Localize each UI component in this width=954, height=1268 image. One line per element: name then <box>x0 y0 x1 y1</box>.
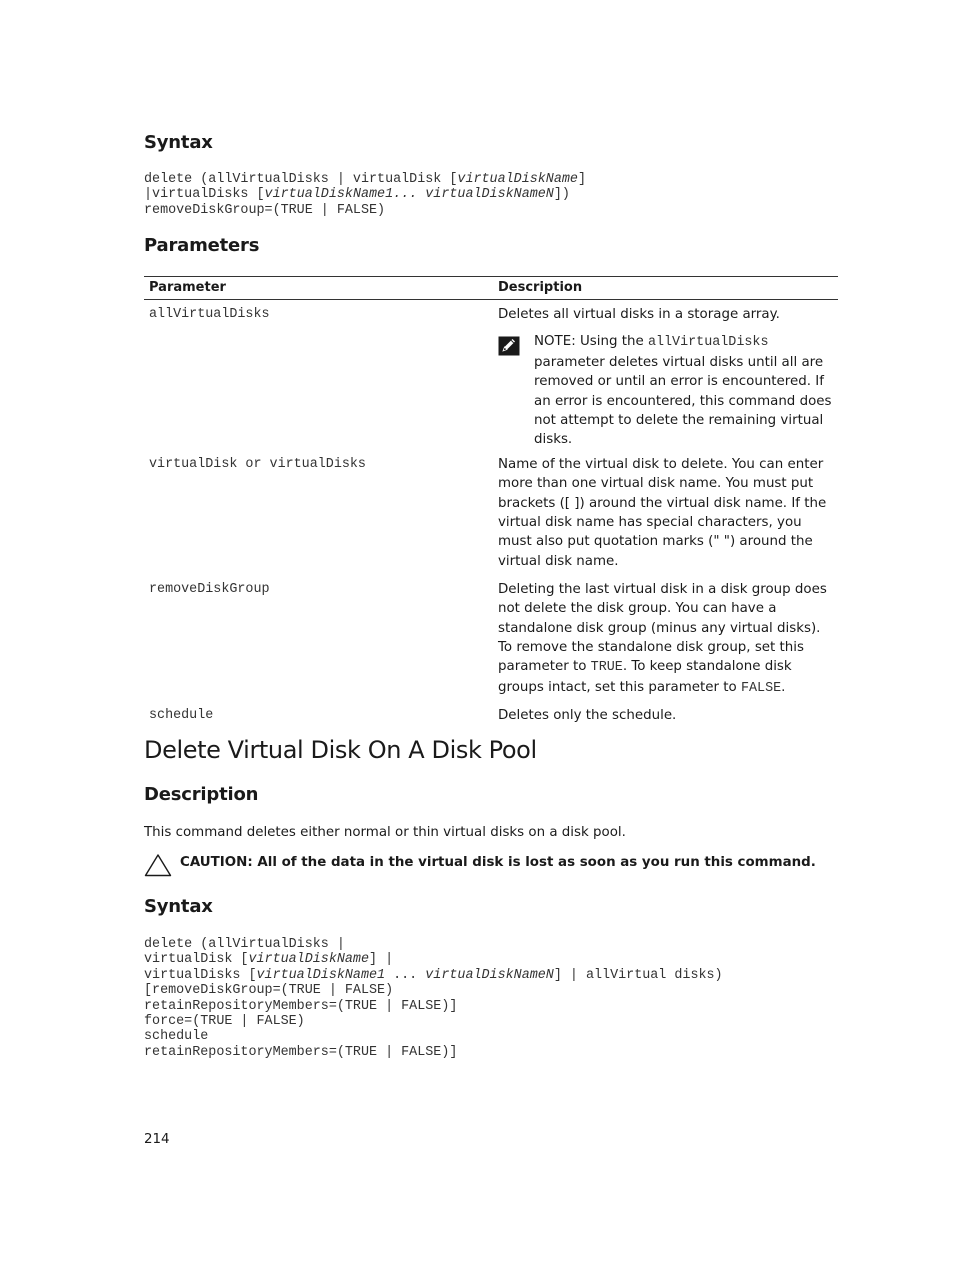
caution-text: CAUTION: All of the data in the virtual disk is lost as soon as you run this command. <box>180 855 816 870</box>
text-run: Using the <box>575 334 648 350</box>
text-run: retainRepositoryMembers=(TRUE | FALSE)] <box>144 998 458 1014</box>
text-run: [removeDiskGroup=(TRUE | FALSE) <box>144 983 394 999</box>
parameter-name: virtualDisk or virtualDisks <box>149 456 366 472</box>
description-text <box>498 305 836 324</box>
text-run: virtualDisk [ <box>144 952 249 968</box>
code-line <box>144 1014 305 1029</box>
note-box <box>498 332 836 449</box>
text-run: ] <box>577 172 586 187</box>
text-run: removeDiskGroup=(TRUE | FALSE) <box>144 202 386 218</box>
table-row <box>144 300 838 450</box>
syntax-heading: Syntax <box>144 132 213 153</box>
inline-code: FALSE <box>740 680 782 696</box>
text-run: . <box>781 679 786 695</box>
text-run: ] | <box>369 952 394 968</box>
italic-placeholder: virtualDiskName <box>457 172 578 187</box>
text-run: Deleting the last virtual disk in a disk group does not delete the disk group. You can have a standalone disk group (minus any virtual disks). To remove the standalone disk group, set this parameter to <box>498 581 827 675</box>
text-run: Deletes only the schedule. <box>498 707 677 723</box>
parameter-description <box>493 575 838 701</box>
parameter-description <box>493 450 838 575</box>
text-run: delete (allVirtualDisks | <box>144 937 345 952</box>
text-run: Name of the virtual disk to delete. You can enter more than one virtual disk name. You must put brackets ([ ]) around the virtual disk name. If the virtual disk name has special characters, you must also put quotation marks (" ") around the virtual disk name. <box>498 456 827 569</box>
section-title: Delete Virtual Disk On A Disk Pool <box>144 736 537 764</box>
code-line <box>144 952 393 967</box>
description-heading: Description <box>144 784 259 805</box>
text-run: force=(TRUE | FALSE) <box>144 1014 305 1030</box>
code-line <box>144 999 457 1014</box>
note-body <box>534 334 831 447</box>
parameter-name: allVirtualDisks <box>149 307 270 322</box>
code-line <box>144 937 345 952</box>
table-row <box>144 575 838 701</box>
text-run: ] | allVirtual disks) <box>553 967 723 983</box>
table-row <box>144 701 838 725</box>
column-header-description: Description <box>493 277 838 300</box>
note-text <box>534 332 836 449</box>
table-header-row <box>144 277 838 300</box>
text-run: retainRepositoryMembers=(TRUE | FALSE)] <box>144 1044 458 1060</box>
parameter-description <box>493 300 838 450</box>
page-number: 214 <box>144 1132 170 1147</box>
code-line <box>144 203 385 218</box>
code-line <box>144 1045 457 1060</box>
code-line <box>144 983 393 998</box>
text-run: parameter deletes virtual disks until all are removed or until an error is encountered. If an error is encountered, this command does not attempt to delete the remaining virtual disks. <box>534 354 832 448</box>
text-run: schedule <box>144 1029 209 1045</box>
description-paragraph: This command deletes either normal or thin virtual disks on a disk pool. <box>144 825 626 840</box>
code-line <box>144 187 570 202</box>
parameter-name: removeDiskGroup <box>149 581 270 597</box>
italic-placeholder: virtualDiskName1... virtualDiskNameN <box>264 187 554 203</box>
note-label: NOTE: <box>534 334 576 350</box>
syntax-code-block-2 <box>144 937 723 1060</box>
code-line <box>144 172 586 187</box>
italic-placeholder: virtualDiskName1 <box>256 967 386 983</box>
text-run: ... <box>385 967 426 983</box>
text-run: Deletes all virtual disks in a storage array. <box>498 307 780 322</box>
text-run: virtualDisks [ <box>144 967 257 983</box>
parameters-table <box>144 276 838 725</box>
text-run: ]) <box>553 187 570 203</box>
text-run: . To keep standalone disk groups intact, set this parameter to <box>498 659 792 695</box>
code-line <box>144 1029 208 1044</box>
syntax-heading-2: Syntax <box>144 896 213 917</box>
syntax-code-block <box>144 172 586 218</box>
document-page <box>144 0 838 1268</box>
parameter-name: schedule <box>149 707 214 723</box>
parameters-heading: Parameters <box>144 235 260 256</box>
inline-code: allVirtualDisks <box>647 335 769 351</box>
parameter-description <box>493 701 838 725</box>
italic-placeholder: virtualDiskName <box>248 952 370 968</box>
text-run: delete (allVirtualDisks | virtualDisk [ <box>144 172 458 187</box>
caution-box <box>144 853 816 881</box>
pencil-note-icon <box>498 332 534 449</box>
italic-placeholder: virtualDiskNameN <box>425 967 554 983</box>
inline-code: TRUE <box>590 660 623 676</box>
warning-triangle-icon <box>144 853 172 881</box>
column-header-parameter: Parameter <box>144 277 493 300</box>
text-run: |virtualDisks [ <box>144 187 265 203</box>
code-line <box>144 968 723 983</box>
table-row <box>144 450 838 575</box>
